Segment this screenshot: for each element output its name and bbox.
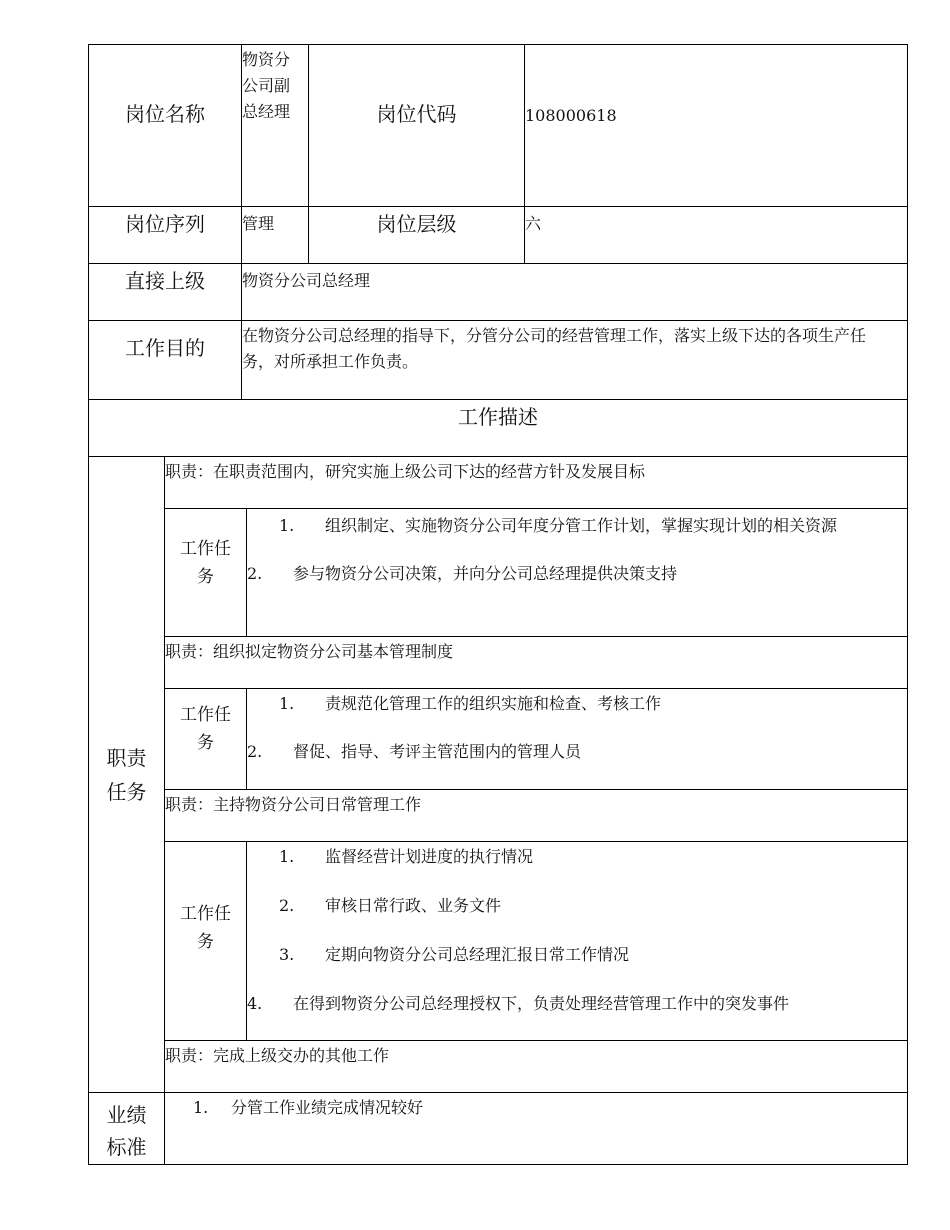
- job-description-table: [88, 44, 907, 1165]
- purpose-value: 在物资分公司总经理的指导下，分管分公司的经营管理工作，落实上级下达的各项生产任务，对所承担工作负责。: [242, 321, 908, 400]
- task-label-2: 工作任务: [165, 689, 247, 790]
- performance-list: [165, 1093, 908, 1165]
- post-code-value: 108000618: [525, 45, 908, 207]
- post-level-label: 岗位层级: [309, 207, 525, 264]
- superior-label: 直接上级: [89, 264, 242, 321]
- task-item: 4. 在得到物资分公司总经理授权下，负责处理经营管理工作中的突发事件: [247, 994, 790, 1013]
- task-item: 1. 责规范化管理工作的组织实施和检查、考核工作: [279, 694, 662, 713]
- description-title: 工作描述: [89, 400, 908, 457]
- task-item: 1. 组织制定、实施物资分公司年度分管工作计划，掌握实现计划的相关资源: [279, 516, 838, 535]
- post-name-value: 物资分公司副总经理: [242, 45, 309, 207]
- purpose-label: 工作目的: [89, 321, 242, 400]
- post-seq-label: 岗位序列: [89, 207, 242, 264]
- task-item: 2. 审核日常行政、业务文件: [279, 896, 502, 915]
- task-item: 2. 参与物资分公司决策，并向分公司总经理提供决策支持: [247, 564, 678, 583]
- responsibility-4: 职责：完成上级交办的其他工作: [165, 1041, 908, 1093]
- responsibility-3: 职责：主持物资分公司日常管理工作: [165, 790, 908, 842]
- duties-label: 职责 任务: [89, 457, 165, 1093]
- task-item: 3. 定期向物资分公司总经理汇报日常工作情况: [279, 945, 630, 964]
- task-item: 2. 督促、指导、考评主管范围内的管理人员: [247, 742, 582, 761]
- task-list-1: [247, 509, 908, 637]
- task-list-3: [247, 842, 908, 1041]
- task-item: 1. 监督经营计划进度的执行情况: [279, 847, 534, 866]
- performance-item: 1. 分管工作业绩完成情况较好: [193, 1098, 424, 1117]
- post-name-label: 岗位名称: [89, 45, 242, 207]
- performance-label: 业绩 标准: [89, 1093, 165, 1165]
- post-level-value: 六: [525, 207, 908, 264]
- task-label-3: 工作任务: [165, 842, 247, 1041]
- responsibility-2: 职责：组织拟定物资分公司基本管理制度: [165, 637, 908, 689]
- post-code-label: 岗位代码: [309, 45, 525, 207]
- superior-value: 物资分公司总经理: [242, 264, 908, 321]
- post-seq-value: 管理: [242, 207, 309, 264]
- responsibility-1: 职责：在职责范围内，研究实施上级公司下达的经营方针及发展目标: [165, 457, 908, 509]
- task-label-1: 工作任务: [165, 509, 247, 637]
- task-list-2: [247, 689, 908, 790]
